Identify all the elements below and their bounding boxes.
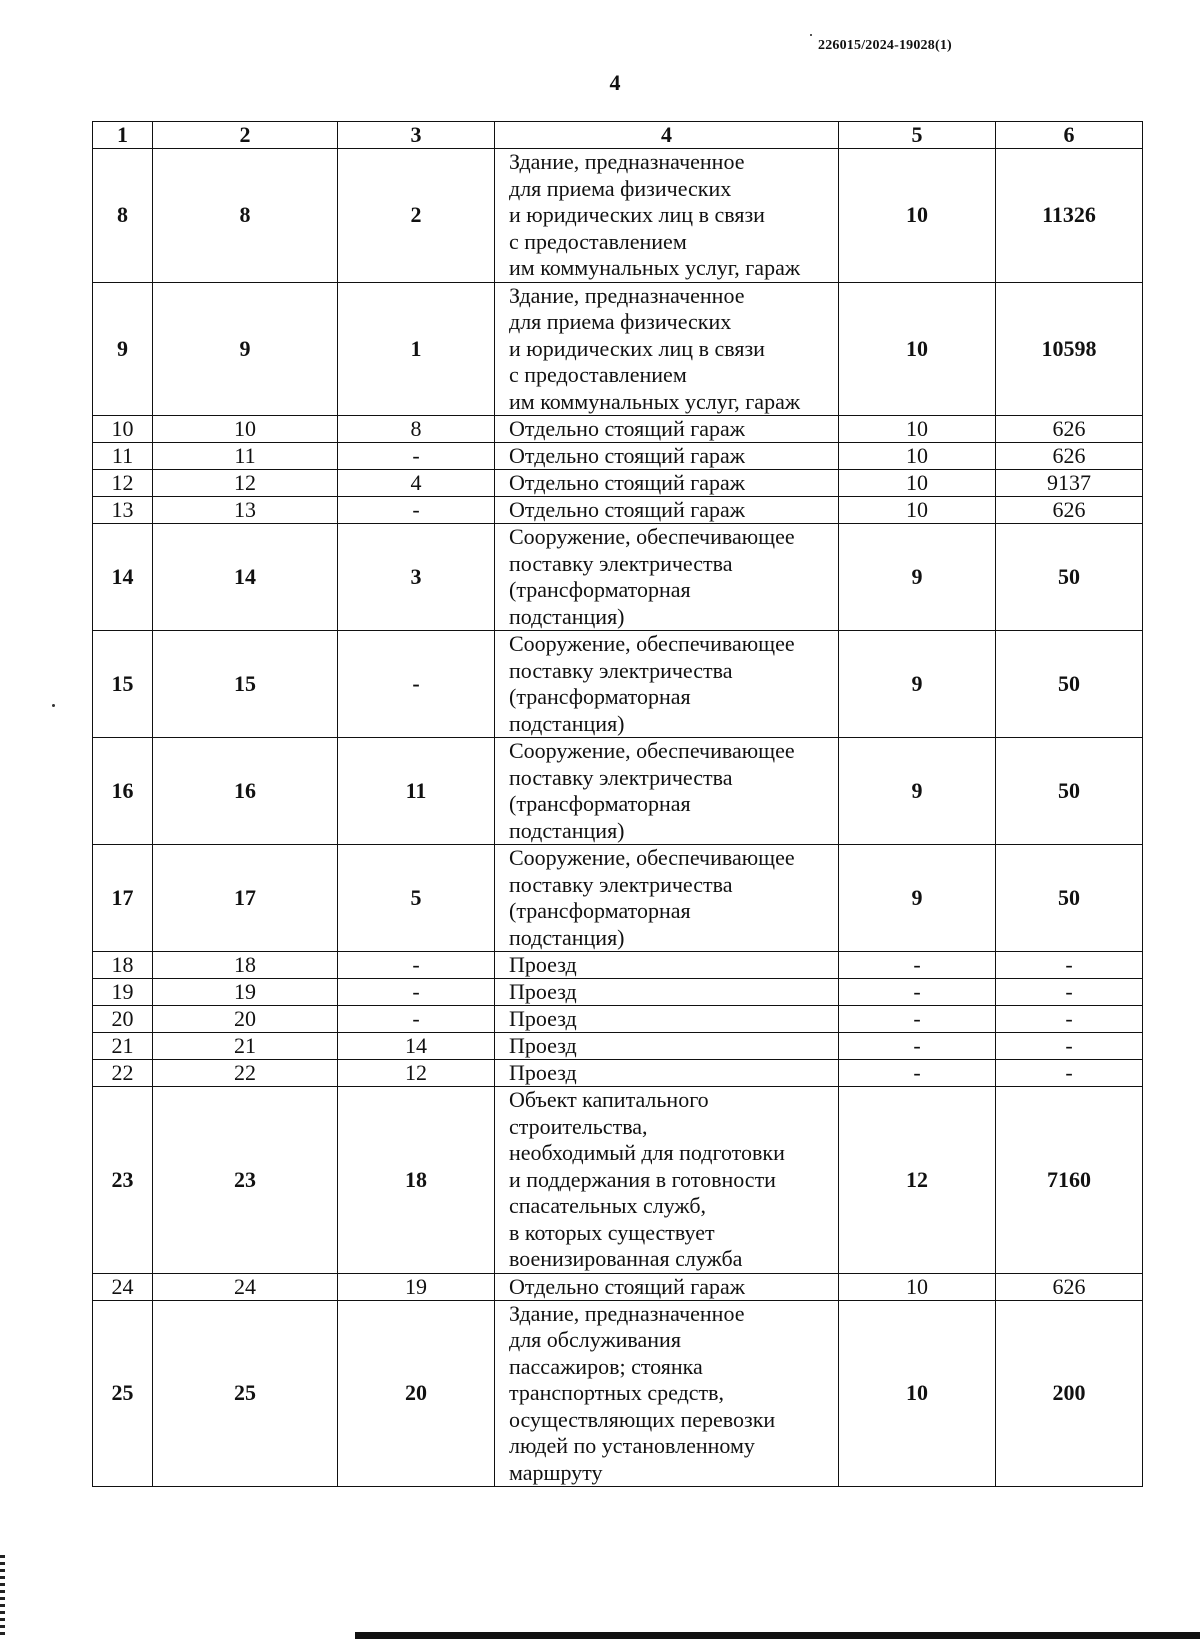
description-line: Отдельно стоящий гараж xyxy=(509,1273,745,1299)
description-line: людей по установленному xyxy=(509,1433,755,1458)
cell-col6: - xyxy=(996,952,1143,979)
cell-col5: 9 xyxy=(839,738,996,845)
cell-description xyxy=(495,443,839,470)
cell-col6: 50 xyxy=(996,738,1143,845)
cell-col2: 14 xyxy=(153,524,338,631)
description-line: Проезд xyxy=(509,1060,577,1085)
cell-col1: 25 xyxy=(93,1300,153,1487)
description-line: Отдельно стоящий гараж xyxy=(509,470,745,495)
description-line: для приема физических xyxy=(509,175,732,201)
cell-description xyxy=(495,845,839,952)
description-line: Проезд xyxy=(509,952,577,977)
cell-col6: 626 xyxy=(996,443,1143,470)
cell-col1: 22 xyxy=(93,1060,153,1087)
description-line: пассажиров; стоянка xyxy=(509,1353,703,1379)
cell-col3: - xyxy=(338,497,495,524)
table-row xyxy=(93,631,1143,738)
cell-col6: 7160 xyxy=(996,1087,1143,1274)
cell-col1: 12 xyxy=(93,470,153,497)
cell-col3: 1 xyxy=(338,282,495,416)
cell-col2: 22 xyxy=(153,1060,338,1087)
document-number: 226015/2024-19028(1) xyxy=(818,38,952,53)
cell-col2: 23 xyxy=(153,1087,338,1274)
cell-col3: - xyxy=(338,443,495,470)
cell-col3: 4 xyxy=(338,470,495,497)
cell-col2: 10 xyxy=(153,416,338,443)
table-row xyxy=(93,952,1143,979)
scan-speck xyxy=(52,704,55,707)
description-line: Сооружение, обеспечивающее xyxy=(509,845,795,870)
description-line: подстанция) xyxy=(509,817,625,843)
scan-edge xyxy=(355,1632,1200,1639)
cell-col3: 11 xyxy=(338,738,495,845)
table-row xyxy=(93,738,1143,845)
cell-col1: 11 xyxy=(93,443,153,470)
cell-col3: - xyxy=(338,979,495,1006)
description-line: подстанция) xyxy=(509,603,625,629)
cell-col3: 5 xyxy=(338,845,495,952)
column-header: 5 xyxy=(839,122,996,149)
cell-col3: - xyxy=(338,952,495,979)
cell-col6: 50 xyxy=(996,845,1143,952)
table-row xyxy=(93,1273,1143,1300)
cell-col6: 626 xyxy=(996,1273,1143,1300)
cell-col3: 3 xyxy=(338,524,495,631)
cell-col3: 12 xyxy=(338,1060,495,1087)
cell-col5: 9 xyxy=(839,631,996,738)
cell-description xyxy=(495,497,839,524)
cell-description xyxy=(495,1006,839,1033)
cell-col5: 10 xyxy=(839,282,996,416)
cell-col2: 25 xyxy=(153,1300,338,1487)
column-header: 1 xyxy=(93,122,153,149)
cell-col1: 16 xyxy=(93,738,153,845)
cell-col1: 19 xyxy=(93,979,153,1006)
cell-col2: 17 xyxy=(153,845,338,952)
cell-description xyxy=(495,524,839,631)
cell-col3: 20 xyxy=(338,1300,495,1487)
description-line: (трансформаторная xyxy=(509,684,691,709)
column-header: 4 xyxy=(495,122,839,149)
description-line: военизированная служба xyxy=(509,1246,743,1271)
cell-col3: 14 xyxy=(338,1033,495,1060)
cell-col5: - xyxy=(839,1006,996,1033)
cell-col6: - xyxy=(996,1006,1143,1033)
cell-col1: 21 xyxy=(93,1033,153,1060)
cell-description xyxy=(495,282,839,416)
cell-col5: 10 xyxy=(839,149,996,283)
description-line: Здание, предназначенное xyxy=(509,1300,745,1326)
cell-col1: 15 xyxy=(93,631,153,738)
cell-col5: - xyxy=(839,979,996,1006)
cell-col6: - xyxy=(996,1060,1143,1087)
cell-col5: 10 xyxy=(839,416,996,443)
cell-col1: 8 xyxy=(93,149,153,283)
cell-col6: 626 xyxy=(996,497,1143,524)
description-line: (трансформаторная xyxy=(509,791,691,816)
description-line: для обслуживания xyxy=(509,1327,681,1352)
column-header: 2 xyxy=(153,122,338,149)
page-number: 4 xyxy=(609,70,621,95)
cell-col1: 20 xyxy=(93,1006,153,1033)
cell-col2: 11 xyxy=(153,443,338,470)
description-line: с предоставлением xyxy=(509,228,687,254)
cell-description xyxy=(495,738,839,845)
table-row xyxy=(93,1060,1143,1087)
description-line: Отдельно стоящий гараж xyxy=(509,416,745,441)
cell-col2: 9 xyxy=(153,282,338,416)
cell-col5: 10 xyxy=(839,1273,996,1300)
cell-col6: 200 xyxy=(996,1300,1143,1487)
description-line: Отдельно стоящий гараж xyxy=(509,497,745,522)
cell-description xyxy=(495,631,839,738)
description-line: подстанция) xyxy=(509,710,625,736)
description-line: необходимый для подготовки xyxy=(509,1140,785,1165)
description-line: (трансформаторная xyxy=(509,577,691,602)
description-line: поставку электричества xyxy=(509,657,733,683)
cell-description xyxy=(495,952,839,979)
table-row xyxy=(93,282,1143,416)
description-line: им коммунальных услуг, гараж xyxy=(509,388,801,414)
table-row xyxy=(93,470,1143,497)
cell-col3: 18 xyxy=(338,1087,495,1274)
table-row xyxy=(93,149,1143,283)
description-line: и юридических лиц в связи xyxy=(509,335,765,361)
description-line: транспортных средств, xyxy=(509,1380,725,1405)
description-line: Сооружение, обеспечивающее xyxy=(509,524,795,549)
column-header: 6 xyxy=(996,122,1143,149)
cell-col1: 14 xyxy=(93,524,153,631)
table-header-row xyxy=(93,122,1143,149)
description-line: Здание, предназначенное xyxy=(509,149,745,174)
cell-col3: 2 xyxy=(338,149,495,283)
scan-edge xyxy=(0,1555,5,1639)
cell-col1: 18 xyxy=(93,952,153,979)
cell-col5: 12 xyxy=(839,1087,996,1274)
cell-col1: 17 xyxy=(93,845,153,952)
cell-col2: 16 xyxy=(153,738,338,845)
cell-col2: 24 xyxy=(153,1273,338,1300)
cell-description xyxy=(495,979,839,1006)
description-line: строительства, xyxy=(509,1113,648,1139)
cell-col3: 19 xyxy=(338,1273,495,1300)
cell-col1: 9 xyxy=(93,282,153,416)
cell-col5: 9 xyxy=(839,845,996,952)
description-line: поставку электричества xyxy=(509,764,733,790)
description-line: Проезд xyxy=(509,1006,577,1031)
description-line: маршруту xyxy=(509,1459,603,1485)
cell-col1: 23 xyxy=(93,1087,153,1274)
cell-col6: 626 xyxy=(996,416,1143,443)
description-line: Проезд xyxy=(509,1033,577,1058)
description-line: им коммунальных услуг, гараж xyxy=(509,255,801,280)
cell-col3: 8 xyxy=(338,416,495,443)
cell-col5: 10 xyxy=(839,497,996,524)
table-row xyxy=(93,524,1143,631)
scan-speck xyxy=(810,34,812,36)
description-line: и юридических лиц в связи xyxy=(509,202,765,227)
description-line: поставку электричества xyxy=(509,871,733,897)
cell-col1: 24 xyxy=(93,1273,153,1300)
cell-description xyxy=(495,1273,839,1300)
table-row xyxy=(93,1300,1143,1487)
cell-col3: - xyxy=(338,631,495,738)
table-row xyxy=(93,979,1143,1006)
cell-col5: 10 xyxy=(839,443,996,470)
cell-col3: - xyxy=(338,1006,495,1033)
cell-col6: 9137 xyxy=(996,470,1143,497)
cell-col2: 18 xyxy=(153,952,338,979)
table-row xyxy=(93,416,1143,443)
cell-col2: 21 xyxy=(153,1033,338,1060)
cell-col6: 10598 xyxy=(996,282,1143,416)
description-line: Проезд xyxy=(509,979,577,1004)
cell-col2: 8 xyxy=(153,149,338,283)
cell-description xyxy=(495,416,839,443)
cell-col2: 20 xyxy=(153,1006,338,1033)
cell-description xyxy=(495,1087,839,1274)
table-row xyxy=(93,845,1143,952)
cell-col6: 50 xyxy=(996,524,1143,631)
cell-description xyxy=(495,470,839,497)
description-line: в которых существует xyxy=(509,1219,715,1245)
description-line: Объект капитального xyxy=(509,1087,709,1112)
table-row xyxy=(93,443,1143,470)
cell-col2: 19 xyxy=(153,979,338,1006)
table-row xyxy=(93,1087,1143,1274)
cell-description xyxy=(495,149,839,283)
cell-col6: 50 xyxy=(996,631,1143,738)
description-line: Сооружение, обеспечивающее xyxy=(509,631,795,656)
cell-col5: - xyxy=(839,952,996,979)
cell-col2: 15 xyxy=(153,631,338,738)
cell-col6: 11326 xyxy=(996,149,1143,283)
table-row xyxy=(93,497,1143,524)
description-line: и поддержания в готовности xyxy=(509,1166,776,1192)
description-line: (трансформаторная xyxy=(509,898,691,923)
cell-col6: - xyxy=(996,1033,1143,1060)
description-line: для приема физических xyxy=(509,309,732,334)
column-header: 3 xyxy=(338,122,495,149)
cell-col5: - xyxy=(839,1033,996,1060)
cell-col5: 10 xyxy=(839,1300,996,1487)
cell-col2: 13 xyxy=(153,497,338,524)
cell-description xyxy=(495,1060,839,1087)
cell-col2: 12 xyxy=(153,470,338,497)
cell-col5: 9 xyxy=(839,524,996,631)
data-table xyxy=(92,121,1143,1487)
description-line: спасательных служб, xyxy=(509,1193,707,1218)
cell-col5: - xyxy=(839,1060,996,1087)
table-row xyxy=(93,1006,1143,1033)
cell-col1: 13 xyxy=(93,497,153,524)
cell-description xyxy=(495,1300,839,1487)
description-line: осуществляющих перевозки xyxy=(509,1406,776,1432)
description-line: Отдельно стоящий гараж xyxy=(509,443,745,468)
description-line: подстанция) xyxy=(509,924,625,950)
cell-col6: - xyxy=(996,979,1143,1006)
table-row xyxy=(93,1033,1143,1060)
cell-description xyxy=(495,1033,839,1060)
description-line: с предоставлением xyxy=(509,362,687,387)
cell-col5: 10 xyxy=(839,470,996,497)
description-line: Здание, предназначенное xyxy=(509,282,745,308)
cell-col1: 10 xyxy=(93,416,153,443)
description-line: поставку электричества xyxy=(509,550,733,576)
description-line: Сооружение, обеспечивающее xyxy=(509,738,795,763)
